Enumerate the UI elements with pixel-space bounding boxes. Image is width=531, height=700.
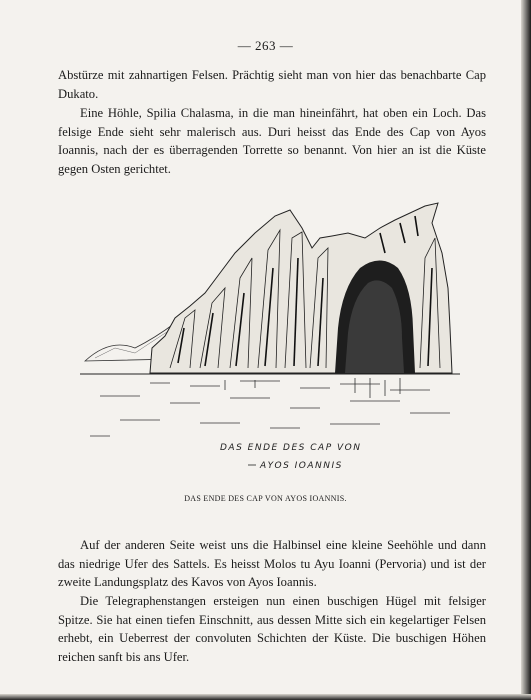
water-strokes [90, 378, 450, 436]
paragraph-2: Eine Höhle, Spilia Chalasma, in die man hineinfährt, hat oben ein Loch. Das felsige Ende sieht sehr malerisch aus. Duri heisst das Ende des Cap von Ayos Ioannis, nach der es überragenden Torrette so benannt. Von hier an ist die Küste gegen Osten gerichtet. [58, 106, 486, 176]
figure-caption: DAS ENDE DES CAP VON AYOS IOANNIS. [184, 494, 347, 503]
sketch-inscription-line1: DAS ENDE DES CAP VON [220, 443, 362, 453]
paragraph-4: Die Telegraphenstangen ersteigen nun einen buschigen Hügel mit felsiger Spitze. Sie hat einen tiefen Einschnitt, aus dessen Mitte sich ein kegelartiger Felsen erhebt, ein Ueberrest der convoluten Schichten der Küste. Die buschigen Höhen reichen sanft bis ans Ufer. [58, 594, 486, 664]
page-bottom-shadow [0, 694, 531, 700]
cliff-illustration [80, 198, 460, 488]
page-number: — 263 — [237, 38, 294, 53]
page-edge-shadow [521, 0, 531, 700]
sketch-inscription-line2: AYOS IOANNIS [260, 461, 343, 471]
paragraph-1: Abstürze mit zahnartigen Felsen. Prächtig sieht man von hier das benachbarte Cap Dukato. [58, 68, 486, 101]
paragraph-3: Auf der anderen Seite weist uns die Halbinsel eine kleine Seehöhle und dann das niedrige Ufer des Sattels. Es heisst Molos tu Ayu Ioanni (Pervoria) und ist der zweite Landungsplatz des Kavos von Ayos Ioannis. [58, 538, 486, 590]
